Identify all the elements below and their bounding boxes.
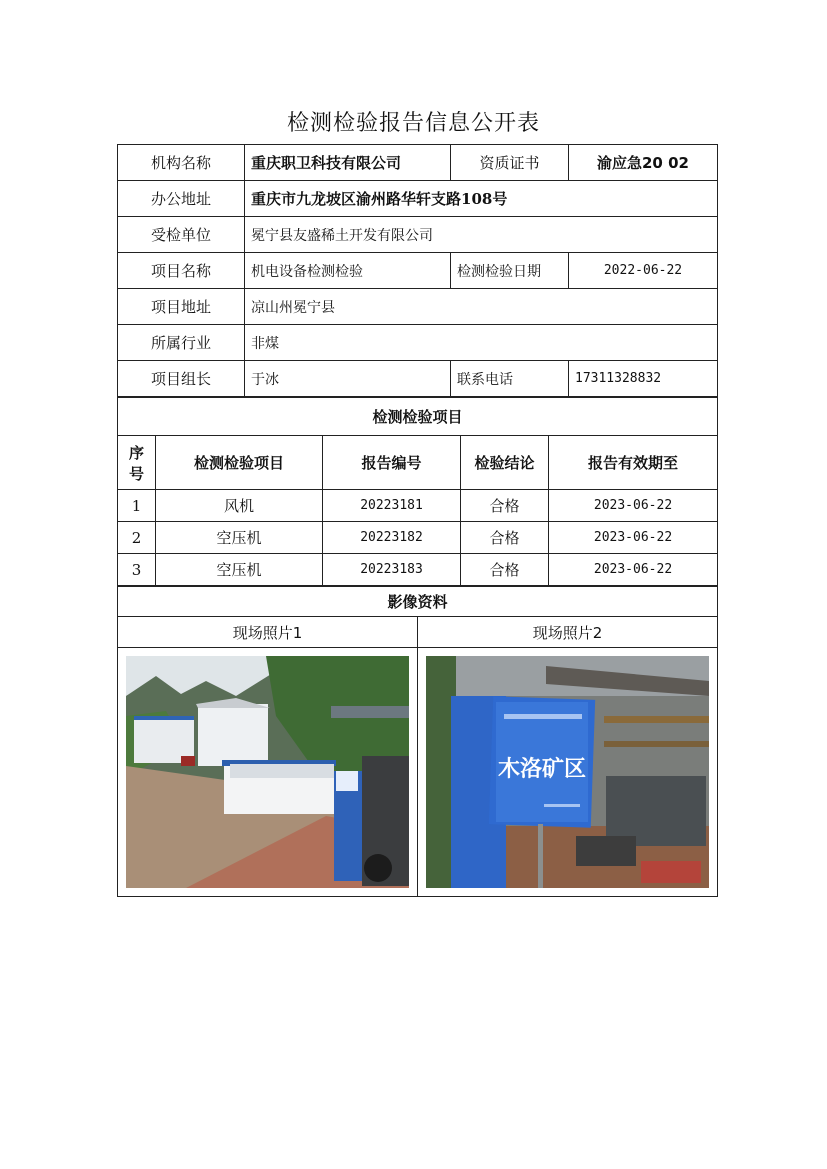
row-no: 2	[118, 522, 156, 554]
project-name-value: 机电设备检测检验	[245, 253, 451, 289]
phone-label: 联系电话	[451, 361, 569, 397]
inspect-date-label: 检测检验日期	[451, 253, 569, 289]
industry-value: 非煤	[245, 325, 718, 361]
photo1-cell	[118, 648, 418, 897]
address-row	[118, 181, 718, 217]
photos-section-title: 影像资料	[118, 587, 718, 617]
photo-caption-row	[118, 617, 718, 648]
address-value: 重庆市九龙坡区渝州路华轩支路108号	[245, 181, 718, 217]
inspected-unit-value: 冕宁县友盛稀土开发有限公司	[245, 217, 718, 253]
row-result: 合格	[461, 554, 549, 586]
org-name-value: 重庆职卫科技有限公司	[245, 145, 451, 181]
table-row	[118, 522, 718, 554]
industry-label: 所属行业	[118, 325, 245, 361]
sign-text: 木洛矿区	[497, 757, 587, 782]
info-table	[117, 144, 718, 397]
row-item: 空压机	[156, 554, 323, 586]
row-valid-until: 2023-06-22	[549, 554, 718, 586]
site-photo-1	[126, 656, 409, 888]
header-item: 检测检验项目	[156, 436, 323, 490]
header-report-no: 报告编号	[323, 436, 461, 490]
photo2-label: 现场照片2	[418, 617, 718, 648]
header-no: 序号	[118, 436, 156, 490]
leader-value: 于冰	[245, 361, 451, 397]
items-header-row	[118, 436, 718, 490]
row-report-no: 20223183	[323, 554, 461, 586]
items-section-row	[118, 398, 718, 436]
project-address-label: 项目地址	[118, 289, 245, 325]
row-report-no: 20223182	[323, 522, 461, 554]
cert-value: 渝应急20 02	[569, 145, 718, 181]
table-row	[118, 554, 718, 586]
photos-table	[117, 586, 718, 897]
row-report-no: 20223181	[323, 490, 461, 522]
cert-label: 资质证书	[451, 145, 569, 181]
industry-row	[118, 325, 718, 361]
leader-label: 项目组长	[118, 361, 245, 397]
row-valid-until: 2023-06-22	[549, 490, 718, 522]
page-title: 检测检验报告信息公开表	[286, 111, 540, 136]
row-valid-until: 2023-06-22	[549, 522, 718, 554]
photo2-cell	[418, 648, 718, 897]
header-valid-until: 报告有效期至	[549, 436, 718, 490]
org-row	[118, 145, 718, 181]
items-table	[117, 397, 718, 586]
inspect-date-value: 2022-06-22	[569, 253, 718, 289]
site-photo-2	[426, 656, 709, 888]
project-address-row	[118, 289, 718, 325]
project-name-label: 项目名称	[118, 253, 245, 289]
photos-section-row	[118, 587, 718, 617]
items-section-title: 检测检验项目	[118, 398, 718, 436]
org-name-label: 机构名称	[118, 145, 245, 181]
leader-row	[118, 361, 718, 397]
inspected-unit-label: 受检单位	[118, 217, 245, 253]
header-result: 检验结论	[461, 436, 549, 490]
row-item: 风机	[156, 490, 323, 522]
table-row	[118, 490, 718, 522]
phone-value: 17311328832	[569, 361, 718, 397]
photo-row	[118, 648, 718, 897]
inspected-unit-row	[118, 217, 718, 253]
address-label: 办公地址	[118, 181, 245, 217]
photo1-label: 现场照片1	[118, 617, 418, 648]
row-no: 1	[118, 490, 156, 522]
project-address-value: 凉山州冕宁县	[245, 289, 718, 325]
row-result: 合格	[461, 522, 549, 554]
project-name-row	[118, 253, 718, 289]
row-result: 合格	[461, 490, 549, 522]
row-item: 空压机	[156, 522, 323, 554]
row-no: 3	[118, 554, 156, 586]
